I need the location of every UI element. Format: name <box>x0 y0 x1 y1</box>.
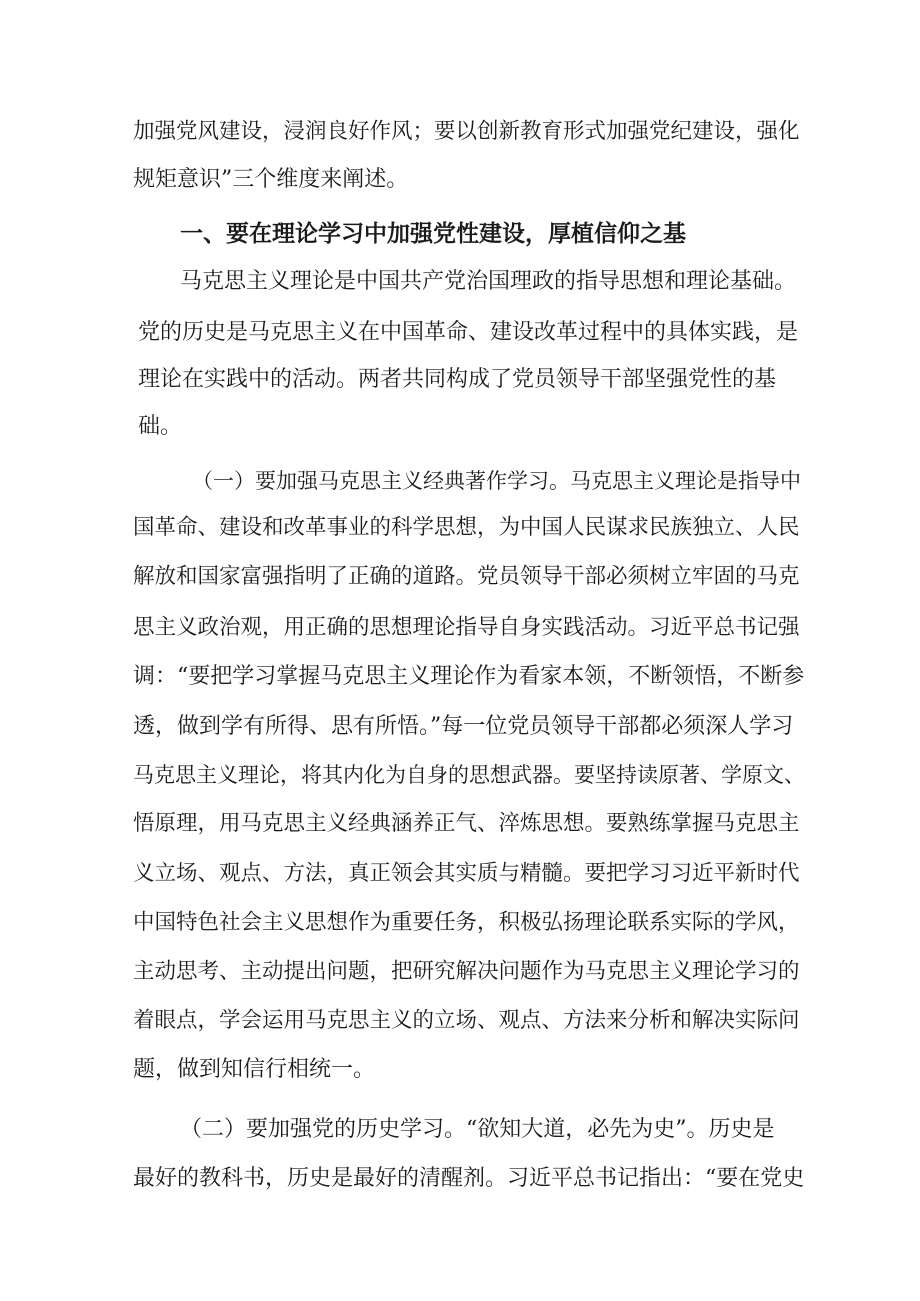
paragraph-2-line-1: （一）要加强马克思主义经典著作学习。马克思主义理论是指导中 <box>192 469 801 493</box>
paragraph-2-line-13: 题，做到知信行相统一。 <box>133 1057 376 1082</box>
paragraph-2-line-5: 调：“要把学习掌握马克思主义理论作为看家本领，不断领悟，不断参 <box>133 664 805 689</box>
paragraph-2-line-6: 透，做到学有所得、思有所悟。”每一位党员领导干部都必须深人学习 <box>133 714 794 739</box>
paragraph-2-line-9: 义立场、观点、方法，真正领会其实质与精髓。要把学习习近平新时代 <box>133 861 800 886</box>
intro-line-1: 加强党风建设，浸润良好作风；要以创新教育形式加强党纪建设，强化 <box>133 119 800 144</box>
paragraph-2-line-11: 主动思考、主动提出问题，把研究解决问题作为马克思主义理论学习的 <box>133 959 800 984</box>
paragraph-2-line-4: 思主义政治观，用正确的思想理论指导自身实践活动。习近平总书记强 <box>133 615 800 640</box>
paragraph-3-line-2: 最好的教科书，历史是最好的清醒剂。习近平总书记指出：“要在党史 <box>133 1166 805 1191</box>
intro-line-2: 规矩意识”三个维度来阐述。 <box>133 167 409 192</box>
section-heading: 一、要在理论学习中加强党性建设，厚植信仰之基 <box>180 221 686 247</box>
paragraph-3-line-1: （二）要加强党的历史学习。“欲知大道，必先为史”。历史是 <box>180 1117 775 1142</box>
paragraph-1-line-2: 党的历史是马克思主义在中国革命、建设改革过程中的具体实践，是 <box>138 320 799 345</box>
paragraph-2-line-12: 着眼点，学会运用马克思主义的立场、观点、方法来分析和解决实际问 <box>133 1008 800 1033</box>
paragraph-2-line-2: 国革命、建设和改革事业的科学思想，为中国人民谋求民族独立、人民 <box>133 515 800 540</box>
paragraph-2-line-10: 中国特色社会主义思想作为重要任务，积极弘扬理论联系实际的学风， <box>133 910 800 935</box>
paragraph-1-line-1: 马克思主义理论是中国共产党治国理政的指导思想和理论基础。 <box>180 269 797 294</box>
paragraph-2-line-7: 马克思主义理论，将其内化为自身的思想武器。要坚持读原著、学原文、 <box>133 763 805 787</box>
paragraph-1-line-3: 理论在实践中的活动。两者共同构成了党员领导干部坚强党性的基 <box>138 367 777 392</box>
paragraph-2-line-8: 悟原理，用马克思主义经典涵养正气、淬炼思想。要熟练掌握马克思主 <box>133 811 800 836</box>
paragraph-1-line-4: 础。 <box>138 414 183 439</box>
paragraph-2-line-3: 解放和国家富强指明了正确的道路。党员领导干部必须树立牢固的马克 <box>133 564 800 589</box>
